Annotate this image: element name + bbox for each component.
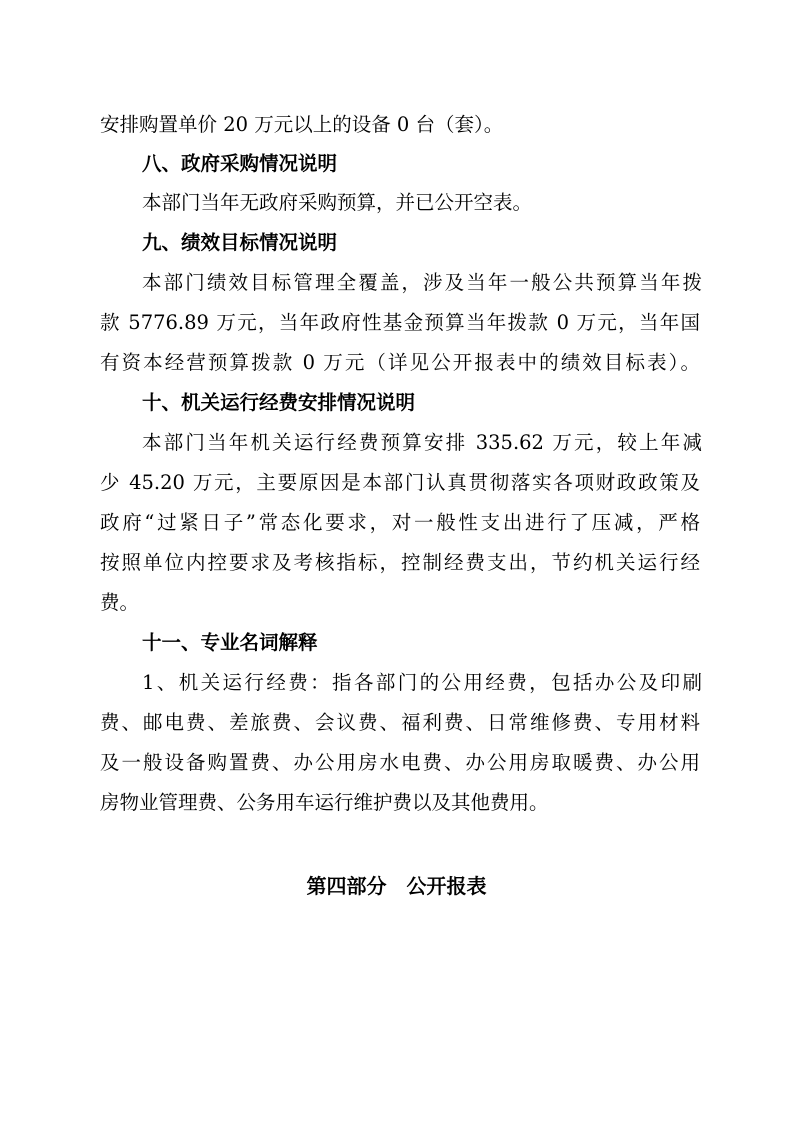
- paragraph-line: 少 45.20 万元，主要原因是本部门认真贯彻落实各项财政政策及: [100, 471, 700, 494]
- paragraph-line: 款 5776.89 万元，当年政府性基金预算当年拨款 0 万元，当年国: [100, 311, 700, 334]
- part-title: 第四部分 公开报表: [306, 874, 487, 898]
- paragraph-line: 本部门当年机关运行经费预算安排 335.62 万元，较上年减: [142, 431, 702, 454]
- paragraph-line: 安排购置单价 20 万元以上的设备 0 台（套）。: [100, 113, 504, 136]
- paragraph-line: 费、邮电费、差旅费、会议费、福利费、日常维修费、专用材料: [100, 711, 700, 734]
- paragraph-line: 政府“过紧日子”常态化要求，对一般性支出进行了压减，严格: [100, 511, 700, 534]
- paragraph-line: 按照单位内控要求及考核指标，控制经费支出，节约机关运行经: [100, 551, 700, 574]
- section-heading-operating-expenses: 十、机关运行经费安排情况说明: [142, 391, 416, 414]
- paragraph-line: 1、机关运行经费：指各部门的公用经费，包括办公及印刷: [142, 671, 702, 694]
- section-heading-government-procurement: 八、政府采购情况说明: [142, 152, 338, 175]
- paragraph-line: 有资本经营预算拨款 0 万元（详见公开报表中的绩效目标表）。: [100, 351, 700, 374]
- paragraph-line: 房物业管理费、公务用车运行维护费以及其他费用。: [100, 791, 549, 814]
- paragraph-line: 费。: [100, 591, 140, 614]
- paragraph-line: 本部门绩效目标管理全覆盖，涉及当年一般公共预算当年拨: [142, 271, 702, 294]
- paragraph-line: 本部门当年无政府采购预算，并已公开空表。: [142, 191, 533, 214]
- section-heading-performance-targets: 九、绩效目标情况说明: [142, 231, 338, 254]
- section-heading-terminology: 十一、专业名词解释: [142, 631, 318, 654]
- paragraph-line: 及一般设备购置费、办公用房水电费、办公用房取暖费、办公用: [100, 751, 700, 774]
